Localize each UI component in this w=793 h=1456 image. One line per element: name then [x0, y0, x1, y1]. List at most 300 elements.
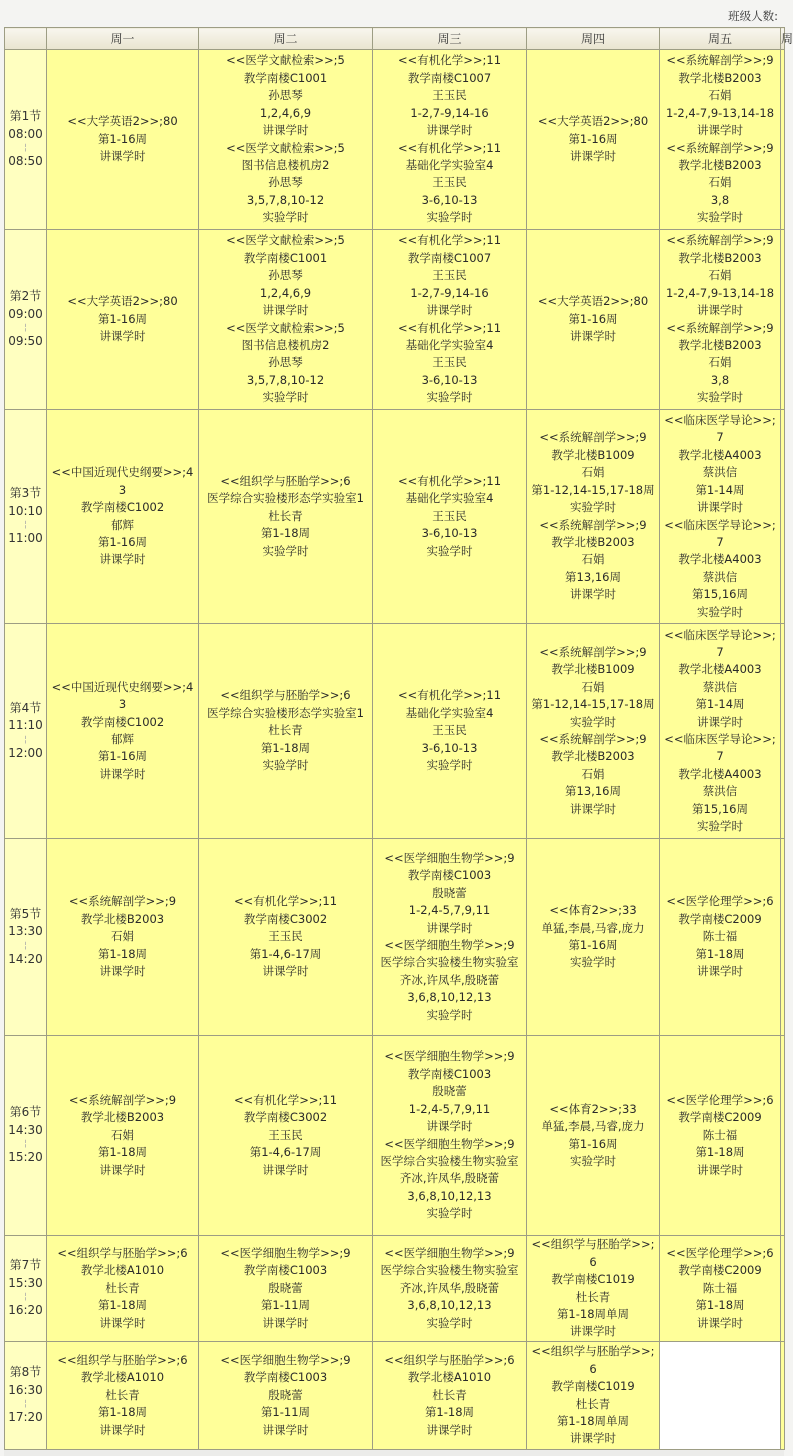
course-info-line: <<系统解剖学>>;9 — [666, 140, 774, 155]
course-info-line: <<临床医学导论>>;7 — [664, 627, 776, 659]
course-info-line: 教学北楼B2003 — [80, 911, 165, 926]
course-info-line: 讲课学时 — [426, 303, 473, 318]
course-info-line: 杜长青 — [105, 1387, 140, 1402]
course-info-line: 教学南楼C1002 — [80, 714, 165, 729]
course-info-line: <<系统解剖学>>;9 — [539, 517, 647, 532]
course-info-line: 医学综合实验楼生物实验室 — [380, 1263, 519, 1278]
course-info-line: 教学北楼A1010 — [80, 1370, 165, 1385]
day-header-wed: 周三 — [373, 28, 527, 50]
course-info-line: 讲课学时 — [262, 1315, 309, 1330]
course-info-line: 讲课学时 — [262, 964, 309, 979]
course-info-line: <<有机化学>>;11 — [233, 1092, 338, 1107]
course-info-line: <<医学伦理学>>;6 — [666, 1092, 774, 1107]
course-info-line: 陈士福 — [702, 1280, 738, 1295]
course-cell[interactable] — [660, 410, 781, 624]
course-info-line: 教学南楼C3002 — [243, 1110, 328, 1125]
course-info-line: 蔡洪信 — [702, 679, 738, 694]
course-info-line: 石娟 — [581, 766, 605, 781]
course-info-line: 讲课学时 — [570, 801, 616, 816]
course-info-line: 孙思琴 — [268, 268, 303, 283]
course-info-line: 孙思琴 — [268, 88, 303, 103]
clipped-column-cell — [781, 50, 785, 230]
course-info-line: 王玉民 — [432, 175, 467, 190]
period-time-separator: ¦ — [23, 734, 28, 745]
course-info-line: 蔡洪信 — [702, 784, 738, 799]
course-cell[interactable] — [527, 230, 660, 410]
course-cell[interactable] — [660, 230, 781, 410]
course-info-line: 3,5,7,8,10-12 — [246, 192, 325, 207]
period-start-time: 08:00 — [8, 126, 43, 141]
course-info-line: <<大学英语2>>;80 — [67, 114, 178, 129]
course-info-line: 齐冰,许凤华,殷晓蕾 — [399, 1171, 500, 1186]
course-info-line: 3,8 — [710, 372, 730, 387]
day-header-mon: 周一 — [47, 28, 199, 50]
course-info-line: 杜长青 — [268, 723, 303, 738]
course-info-line: 第1-14周 — [695, 697, 745, 712]
course-info-line: 第1-18周 — [260, 740, 311, 755]
course-info-line: 第1-18周单周 — [556, 1306, 630, 1321]
course-info-line: 教学南楼C2009 — [678, 911, 762, 926]
period-row — [5, 839, 785, 1036]
course-info-line: 讲课学时 — [426, 1422, 473, 1437]
course-info-line: 齐冰,许凤华,殷晓蕾 — [399, 1280, 500, 1295]
period-end-time: 08:50 — [8, 154, 43, 169]
course-cell[interactable] — [660, 50, 781, 230]
course-info-line: 第1-16周 — [97, 749, 148, 764]
period-start-time: 14:30 — [8, 1122, 43, 1137]
course-info-line: <<医学文献检索>>;5 — [226, 320, 345, 335]
course-info-line: 第1-18周 — [97, 946, 148, 961]
period-time-cell — [5, 230, 47, 410]
course-info-line: 实验学时 — [262, 543, 309, 558]
course-info-line: <<医学伦理学>>;6 — [666, 1245, 774, 1260]
course-info-line: 石娟 — [581, 679, 605, 694]
period-time-separator: ¦ — [23, 1292, 28, 1303]
course-info-line: <<系统解剖学>>;9 — [539, 644, 647, 659]
course-info-line: 实验学时 — [262, 210, 309, 225]
course-info-line: 王玉民 — [432, 723, 467, 738]
course-cell[interactable] — [199, 410, 373, 624]
course-info-line: 医学综合实验楼形态学实验室1 — [207, 705, 364, 720]
course-info-line: 1-2,4-7,9-13,14-18 — [665, 285, 775, 300]
period-end-time: 14:20 — [8, 951, 43, 966]
course-info-line: 讲课学时 — [697, 714, 743, 729]
course-info-line: <<组织学与胚胎学>>;6 — [220, 688, 351, 703]
course-cell[interactable] — [47, 1036, 199, 1236]
course-info-line: <<医学文献检索>>;5 — [226, 140, 345, 155]
course-info-line: 王玉民 — [432, 508, 467, 523]
course-info-line: 杜长青 — [575, 1289, 611, 1304]
course-info-line: 3-6,10-13 — [421, 740, 478, 755]
course-info-line: 石娟 — [581, 552, 605, 567]
course-cell[interactable] — [47, 410, 199, 624]
course-cell[interactable] — [199, 1236, 373, 1342]
course-info-line: <<医学细胞生物学>>;9 — [384, 1136, 515, 1151]
header-row — [5, 28, 785, 50]
course-info-line: 王玉民 — [432, 88, 467, 103]
course-info-line: 实验学时 — [426, 390, 473, 405]
period-time-cell — [5, 1036, 47, 1236]
course-info-line: 第1-18周 — [260, 526, 311, 541]
course-cell[interactable] — [660, 839, 781, 1036]
course-info-line: 教学南楼C1002 — [80, 500, 165, 515]
course-info-line: 讲课学时 — [570, 149, 616, 164]
course-info-line: 石娟 — [708, 175, 732, 190]
course-info-line: <<体育2>>;33 — [549, 903, 637, 918]
period-label: 第4节 — [9, 700, 42, 715]
course-info-line: 齐冰,许凤华,殷晓蕾 — [399, 972, 500, 987]
course-info-line: <<组织学与胚胎学>>;6 — [220, 473, 351, 488]
period-time-separator: ¦ — [23, 520, 28, 531]
course-info-line: 孙思琴 — [268, 175, 303, 190]
course-info-line: 讲课学时 — [570, 1431, 616, 1446]
course-info-line: <<大学英语2>>;80 — [537, 114, 649, 129]
course-info-line: 3,5,7,8,10-12 — [246, 372, 325, 387]
course-info-line: 讲课学时 — [262, 303, 309, 318]
course-info-line: 1-2,4-5,7,9,11 — [408, 1101, 491, 1116]
course-info-line: 实验学时 — [570, 955, 616, 970]
period-time-separator: ¦ — [23, 1139, 28, 1150]
course-cell[interactable] — [660, 1236, 781, 1342]
corner-cell — [5, 28, 47, 50]
course-info-line: 石娟 — [111, 929, 134, 944]
course-info-line: 教学北楼B1009 — [551, 447, 635, 462]
course-info-line: 第13,16周 — [565, 569, 621, 584]
course-info-line: 基础化学实验室4 — [405, 705, 494, 720]
period-row — [5, 1236, 785, 1342]
course-cell[interactable] — [527, 410, 660, 624]
period-row — [5, 50, 785, 230]
course-info-line: 实验学时 — [426, 543, 473, 558]
course-info-line: 医学综合实验楼生物实验室 — [380, 1153, 519, 1168]
course-info-line: 蔡洪信 — [702, 569, 738, 584]
course-info-line: 实验学时 — [697, 604, 743, 619]
course-cell[interactable] — [47, 230, 199, 410]
course-info-line: <<医学伦理学>>;6 — [666, 894, 774, 909]
period-start-time: 13:30 — [8, 924, 43, 939]
course-info-line: 孙思琴 — [268, 355, 303, 370]
course-info-line: 第1-16周 — [97, 534, 148, 549]
course-info-line: 杜长青 — [105, 1280, 140, 1295]
period-time-cell — [5, 50, 47, 230]
period-label: 第5节 — [9, 906, 42, 921]
course-info-line: <<有机化学>>;11 — [397, 473, 502, 488]
period-start-time: 15:30 — [8, 1275, 43, 1290]
course-info-line: <<组织学与胚胎学>>;6 — [57, 1245, 188, 1260]
course-info-line: 第15,16周 — [692, 801, 748, 816]
course-info-line: 杜长青 — [268, 508, 303, 523]
clipped-column-cell — [781, 1036, 785, 1236]
course-cell[interactable] — [527, 1036, 660, 1236]
course-info-line: 实验学时 — [570, 714, 616, 729]
course-info-line: <<组织学与胚胎学>>;6 — [531, 1237, 655, 1269]
course-info-line: 教学北楼B1009 — [551, 662, 635, 677]
course-info-line: 教学南楼C1003 — [407, 1066, 492, 1081]
course-cell[interactable] — [47, 1342, 199, 1450]
course-info-line: 教学北楼B2003 — [80, 1110, 165, 1125]
course-info-line: 石娟 — [111, 1127, 134, 1142]
period-start-time: 09:00 — [8, 306, 43, 321]
course-info-line: 讲课学时 — [697, 500, 743, 515]
course-info-line: <<大学英语2>>;80 — [67, 294, 178, 309]
course-info-line: 讲课学时 — [697, 123, 743, 138]
course-info-line: 第1-18周 — [97, 1298, 148, 1313]
course-info-line: <<医学文献检索>>;5 — [226, 53, 345, 68]
course-info-line: 讲课学时 — [99, 1162, 146, 1177]
course-info-line: 讲课学时 — [697, 1315, 743, 1330]
course-info-line: 教学北楼A4003 — [678, 552, 762, 567]
period-time-cell — [5, 1236, 47, 1342]
course-info-line: 第1-18周 — [97, 1145, 148, 1160]
course-info-line: 3,8 — [710, 192, 730, 207]
course-info-line: <<医学细胞生物学>>;9 — [384, 938, 515, 952]
course-info-line: <<有机化学>>;11 — [397, 688, 502, 703]
course-info-line: 讲课学时 — [99, 766, 146, 781]
course-info-line: 实验学时 — [570, 1153, 616, 1168]
course-info-line: 实验学时 — [697, 819, 743, 834]
course-info-line: 殷晓蕾 — [432, 885, 467, 900]
course-cell[interactable] — [660, 624, 781, 839]
course-info-line: <<医学文献检索>>;5 — [226, 233, 345, 248]
course-cell[interactable] — [527, 624, 660, 839]
course-info-line: 第1-18周 — [424, 1405, 475, 1420]
course-info-line: 第1-18周 — [695, 1298, 745, 1313]
empty-cell — [660, 1342, 781, 1450]
course-cell[interactable] — [660, 1036, 781, 1236]
course-info-line: <<医学细胞生物学>>;9 — [220, 1245, 351, 1260]
course-info-line: 第1-16周 — [568, 1136, 618, 1151]
course-cell[interactable] — [199, 50, 373, 230]
course-cell[interactable] — [373, 50, 527, 230]
clipped-column-cell — [781, 1342, 785, 1450]
course-cell[interactable] — [47, 50, 199, 230]
course-info-line: <<组织学与胚胎学>>;6 — [531, 1344, 655, 1376]
course-info-line: 讲课学时 — [570, 1324, 616, 1339]
period-end-time: 15:20 — [8, 1150, 43, 1165]
course-info-line: <<医学细胞生物学>>;9 — [384, 850, 515, 865]
course-info-line: 教学南楼C1007 — [407, 70, 492, 85]
course-info-line: 陈士福 — [702, 1127, 738, 1142]
course-cell[interactable] — [373, 230, 527, 410]
course-info-line: 教学南楼C2009 — [678, 1263, 762, 1278]
period-start-time: 10:10 — [8, 503, 43, 518]
course-info-line: 教学北楼B2003 — [678, 157, 762, 172]
clipped-column-cell — [781, 1236, 785, 1342]
course-cell[interactable] — [47, 624, 199, 839]
period-label: 第6节 — [9, 1105, 42, 1120]
course-cell[interactable] — [527, 839, 660, 1036]
period-time-separator: ¦ — [23, 323, 28, 334]
period-start-time: 16:30 — [8, 1382, 43, 1397]
course-info-line: <<系统解剖学>>;9 — [666, 320, 774, 335]
course-info-line: <<中国近现代史纲要>>;43 — [51, 679, 194, 712]
course-cell[interactable] — [373, 1236, 527, 1342]
day-header-tue: 周二 — [199, 28, 373, 50]
course-info-line: 讲课学时 — [426, 920, 473, 935]
course-info-line: 教学北楼B2003 — [551, 534, 635, 549]
course-cell[interactable] — [527, 1342, 660, 1450]
course-info-line: 第1-18周 — [695, 946, 745, 961]
course-info-line: <<系统解剖学>>;9 — [666, 233, 774, 248]
course-cell[interactable] — [373, 1036, 527, 1236]
course-cell[interactable] — [47, 1236, 199, 1342]
course-info-line: 图书信息楼机房2 — [241, 157, 330, 172]
course-info-line: 3,6,8,10,12,13 — [407, 1298, 492, 1313]
course-info-line: 第1-11周 — [260, 1298, 311, 1313]
course-info-line: <<组织学与胚胎学>>;6 — [384, 1352, 515, 1367]
course-info-line: 实验学时 — [697, 390, 743, 405]
bottom-row-edge — [4, 1449, 784, 1456]
course-info-line: 3,6,8,10,12,13 — [407, 1188, 492, 1203]
course-info-line: 讲课学时 — [262, 123, 309, 138]
period-start-time: 11:10 — [8, 718, 43, 733]
course-info-line: 医学综合实验楼生物实验室 — [380, 955, 519, 970]
period-row — [5, 230, 785, 410]
period-end-time: 11:00 — [8, 531, 43, 546]
course-info-line: 讲课学时 — [570, 587, 616, 602]
course-info-line: 讲课学时 — [99, 1422, 146, 1437]
course-info-line: <<临床医学导论>>;7 — [664, 413, 776, 445]
course-info-line: 讲课学时 — [262, 1422, 309, 1437]
course-info-line: 第1-16周 — [568, 311, 618, 326]
course-info-line: <<有机化学>>;11 — [397, 140, 502, 155]
course-info-line: <<系统解剖学>>;9 — [539, 430, 647, 445]
course-info-line: 教学南楼C1001 — [243, 70, 328, 85]
course-info-line: 讲课学时 — [99, 149, 146, 164]
course-info-line: 教学南楼C1019 — [551, 1272, 635, 1287]
course-info-line: 第1-18周单周 — [556, 1413, 630, 1428]
course-info-line: 教学南楼C1003 — [407, 868, 492, 883]
course-info-line: 实验学时 — [426, 758, 473, 773]
period-time-separator: ¦ — [23, 1399, 28, 1410]
course-info-line: 实验学时 — [697, 210, 743, 225]
course-info-line: 第1-14周 — [695, 482, 745, 497]
course-info-line: 单猛,李晨,马睿,庞力 — [541, 920, 645, 935]
course-info-line: 3-6,10-13 — [421, 526, 478, 541]
course-info-line: 教学北楼A4003 — [678, 662, 762, 677]
course-info-line: 教学南楼C1003 — [243, 1263, 328, 1278]
course-info-line: 1-2,4-5,7,9,11 — [408, 903, 491, 918]
class-count-label: 班级人数: — [728, 9, 778, 23]
course-info-line: 讲课学时 — [99, 329, 146, 344]
course-info-line: 蔡洪信 — [702, 465, 738, 480]
course-info-line: <<系统解剖学>>;9 — [539, 732, 647, 746]
course-cell[interactable] — [373, 624, 527, 839]
course-info-line: 郁辉 — [111, 732, 134, 746]
period-end-time: 12:00 — [8, 745, 43, 760]
course-info-line: 基础化学实验室4 — [405, 337, 494, 352]
course-info-line: <<临床医学导论>>;7 — [664, 732, 776, 764]
course-cell[interactable] — [199, 1036, 373, 1236]
course-info-line: 实验学时 — [426, 1315, 473, 1330]
course-cell[interactable] — [373, 410, 527, 624]
course-info-line: 实验学时 — [262, 758, 309, 773]
course-info-line: 第1-16周 — [568, 938, 618, 952]
course-info-line: 教学南楼C1007 — [407, 250, 492, 265]
timetable-body — [5, 50, 785, 1450]
period-label: 第1节 — [9, 109, 42, 124]
course-info-line: 讲课学时 — [262, 1162, 309, 1177]
course-info-line: 王玉民 — [268, 929, 303, 944]
course-info-line: 图书信息楼机房2 — [241, 337, 330, 352]
course-cell[interactable] — [527, 50, 660, 230]
course-info-line: 第1-4,6-17周 — [249, 946, 322, 961]
course-info-line: 1-2,7-9,14-16 — [410, 285, 489, 300]
course-info-line: 讲课学时 — [697, 964, 743, 979]
course-info-line: 实验学时 — [426, 1007, 473, 1022]
course-info-line: 教学南楼C2009 — [678, 1110, 762, 1125]
course-info-line: <<中国近现代史纲要>>;43 — [51, 465, 194, 497]
course-info-line: 第1-4,6-17周 — [249, 1145, 322, 1160]
course-info-line: 讲课学时 — [426, 1119, 473, 1134]
period-time-cell — [5, 1342, 47, 1450]
course-info-line: 3-6,10-13 — [421, 192, 478, 207]
course-info-line: 讲课学时 — [697, 1162, 743, 1177]
course-info-line: 教学北楼A4003 — [678, 447, 762, 462]
day-header-thu: 周四 — [527, 28, 660, 50]
course-info-line: <<有机化学>>;11 — [397, 233, 502, 248]
course-info-line: 教学北楼A1010 — [407, 1370, 492, 1385]
course-info-line: 讲课学时 — [99, 1315, 146, 1330]
course-info-line: 陈士福 — [702, 929, 738, 944]
course-info-line: <<组织学与胚胎学>>;6 — [57, 1352, 188, 1367]
course-cell[interactable] — [199, 230, 373, 410]
course-info-line: 讲课学时 — [99, 552, 146, 567]
course-info-line: 1,2,4,6,9 — [259, 105, 312, 120]
course-cell[interactable] — [47, 839, 199, 1036]
clipped-column-cell — [781, 410, 785, 624]
course-info-line: 医学综合实验楼形态学实验室1 — [207, 491, 364, 506]
course-info-line: 第1-16周 — [568, 131, 618, 146]
course-cell[interactable] — [199, 839, 373, 1036]
period-label: 第3节 — [9, 486, 42, 501]
timetable — [4, 27, 793, 1450]
day-header-clipped: 周 — [781, 28, 785, 50]
course-info-line: 教学北楼B2003 — [551, 749, 635, 764]
period-end-time: 17:20 — [8, 1410, 43, 1425]
period-time-separator: ¦ — [23, 940, 28, 951]
course-info-line: 第1-18周 — [695, 1145, 745, 1160]
clipped-column-cell — [781, 624, 785, 839]
course-info-line: 殷晓蕾 — [268, 1280, 303, 1295]
course-cell[interactable] — [373, 839, 527, 1036]
course-info-line: <<医学细胞生物学>>;9 — [384, 1049, 515, 1064]
course-cell[interactable] — [373, 1342, 527, 1450]
period-end-time: 16:20 — [8, 1303, 43, 1318]
day-header-fri: 周五 — [660, 28, 781, 50]
course-info-line: 第15,16周 — [692, 587, 748, 602]
course-cell[interactable] — [199, 624, 373, 839]
course-info-line: <<系统解剖学>>;9 — [68, 1092, 177, 1107]
course-info-line: 殷晓蕾 — [432, 1084, 467, 1099]
period-end-time: 09:50 — [8, 334, 43, 349]
course-info-line: 实验学时 — [426, 210, 473, 225]
course-info-line: 杜长青 — [575, 1396, 611, 1411]
course-info-line: 王玉民 — [432, 268, 467, 283]
course-info-line: 1-2,4-7,9-13,14-18 — [665, 105, 775, 120]
period-label: 第8节 — [9, 1365, 42, 1380]
course-info-line: 教学北楼B2003 — [678, 70, 762, 85]
course-info-line: 郁辉 — [111, 517, 134, 532]
course-cell[interactable] — [199, 1342, 373, 1450]
course-info-line: 讲课学时 — [697, 303, 743, 318]
course-info-line: 第1-18周 — [97, 1405, 148, 1420]
course-info-line: 单猛,李晨,马睿,庞力 — [541, 1119, 645, 1134]
course-info-line: 讲课学时 — [570, 329, 616, 344]
course-info-line: 1,2,4,6,9 — [259, 285, 312, 300]
course-info-line: <<医学细胞生物学>>;9 — [384, 1245, 515, 1260]
course-cell[interactable] — [527, 1236, 660, 1342]
